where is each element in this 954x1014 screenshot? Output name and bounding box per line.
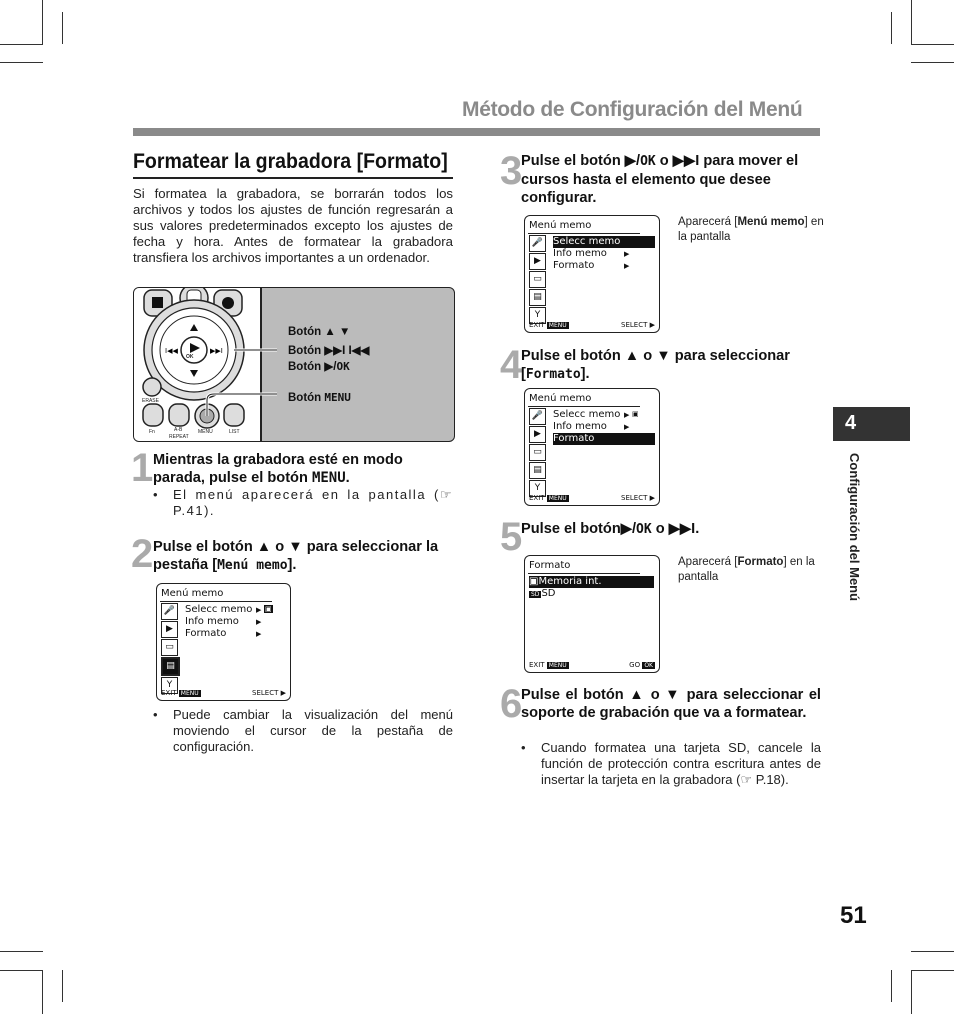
header-rule <box>133 128 820 136</box>
chapter-tab: 4 <box>833 407 910 441</box>
lcd-exit: EXIT MENU <box>161 689 199 697</box>
label-play-ok-button: Botón ▶/OK <box>288 360 350 373</box>
step-5-number: 5 <box>500 515 523 559</box>
section-title: Formatear la grabadora [Formato] <box>133 150 448 173</box>
list-label: LIST <box>229 429 240 435</box>
step-4-number: 4 <box>500 343 523 387</box>
play-tab-icon: ▶ <box>529 253 546 270</box>
section-rule <box>133 177 453 179</box>
lcd-item-selecc-memo-selected: Selecc memo <box>553 236 655 248</box>
lcd-exit: EXIT MENU <box>529 321 567 329</box>
display-tab-icon: ▭ <box>529 444 546 461</box>
chapter-header-title: Método de Configuración del Menú <box>462 98 803 121</box>
play-tab-icon: ▶ <box>161 621 178 638</box>
lcd-menu-screen-step2 <box>156 583 291 701</box>
arrow-icon: ▶ <box>624 250 630 258</box>
step-6-bullet: • Cuando formatea una tarjeta SD, cancele la función de protección contra escritura antes de insertar la tarjeta en la grabadora (☞ P.18). <box>521 740 821 787</box>
step-6-text: Pulse el botón ▲ o ▼ para seleccionar el soporte de grabación que va a formatear. <box>521 687 821 721</box>
lcd-select: SELECT ▶ <box>621 321 655 329</box>
step-5-text: Pulse el botón▶/OK o ▶▶I. <box>521 521 700 537</box>
lcd-item-selecc-memo: Selecc memo <box>185 604 253 615</box>
tool-tab-icon: Y <box>529 307 546 324</box>
recorder-illustration <box>133 287 455 442</box>
label-skip-button: Botón ▶▶I I◀◀ <box>288 345 370 357</box>
lcd-go: GO OK <box>629 661 653 669</box>
ok-label: OK <box>186 354 194 360</box>
tool-tab-icon: Y <box>529 480 546 497</box>
label-menu-button: Botón MENU <box>288 391 351 404</box>
arrow-icon: ▶ <box>624 423 630 431</box>
label-up-down-button: Botón ▲ ▼ <box>288 326 351 338</box>
svg-text:▶▶I: ▶▶I <box>210 347 223 355</box>
memory-icon: ▣ <box>632 410 639 418</box>
display-tab-icon: ▭ <box>161 639 178 656</box>
lcd-item-formato: Formato <box>553 260 595 271</box>
arrow-icon: ▶ <box>256 630 262 638</box>
step-4-text: Pulse el botón ▲ o ▼ para seleccionar [Formato]. <box>521 348 790 382</box>
step-2-number: 2 <box>131 532 154 576</box>
lcd-item-internal-memory-selected: ▣Memoria int. <box>529 576 654 588</box>
mic-tab-icon: 🎤 <box>529 235 546 252</box>
lcd-item-sd: SD SD <box>531 588 556 599</box>
memory-tab-icon: ▤ <box>529 462 546 479</box>
svg-text:I◀◀: I◀◀ <box>165 347 178 355</box>
step-3-caption: Aparecerá [Menú memo] en la pantalla <box>678 216 824 243</box>
memory-tab-icon: ▤ <box>161 657 180 676</box>
lcd-item-selecc-memo: Selecc memo <box>553 409 621 420</box>
arrow-icon: ▶ <box>624 411 630 419</box>
lcd-menu-screen-step3 <box>524 215 660 333</box>
lcd-select: SELECT ▶ <box>252 689 286 697</box>
lcd-item-formato-selected: Formato <box>553 433 655 445</box>
step-1-bullet: • El menú aparecerá en la pantalla (☞ P.41). <box>153 487 453 518</box>
lcd-title: Menú memo <box>529 220 592 231</box>
lcd-exit: EXIT MENU <box>529 661 567 669</box>
lcd-title: Menú memo <box>529 393 592 404</box>
page-number: 51 <box>840 902 867 929</box>
mic-tab-icon: 🎤 <box>161 603 178 620</box>
lcd-exit: EXIT MENU <box>529 494 567 502</box>
tool-tab-icon: Y <box>161 677 178 694</box>
display-tab-icon: ▭ <box>529 271 546 288</box>
lcd-format-screen <box>524 555 660 673</box>
lcd-title: Formato <box>529 560 571 571</box>
step-5-caption: Aparecerá [Formato] en la pantalla <box>678 556 815 583</box>
memory-tab-icon: ▤ <box>529 289 546 306</box>
arrow-icon: ▶ <box>256 606 262 614</box>
lcd-menu-screen-step4 <box>524 388 660 506</box>
step-1-text: Mientras la grabadora esté en modo parada, pulse el botón MENU. <box>153 452 403 486</box>
arrow-icon: ▶ <box>624 262 630 270</box>
step-6-number: 6 <box>500 682 523 726</box>
lcd-item-info-memo: Info memo <box>553 421 607 432</box>
step-3-number: 3 <box>500 149 523 193</box>
memory-icon: ▣ <box>265 605 272 613</box>
chapter-side-label: Configuración del Menú <box>847 453 862 602</box>
play-tab-icon: ▶ <box>529 426 546 443</box>
step-1-number: 1 <box>131 446 154 490</box>
fn-label: Fn <box>149 429 155 435</box>
ab-label: A-B <box>174 427 183 433</box>
lcd-select: SELECT ▶ <box>621 494 655 502</box>
step-2-bullet: • Puede cambiar la visualización del menú moviendo el cursor de la pestaña de configuración. <box>153 707 453 754</box>
intro-paragraph: Si formatea la grabadora, se borrarán todos los archivos y todos los ajustes de función regresarán a sus valores predeterminados excepto los ajustes de fecha y hora. Antes de formatear la grabadora transfiera los archivos importantes a un ordenador. <box>133 186 453 265</box>
step-2-text: Pulse el botón ▲ o ▼ para seleccionar la pestaña [Menú memo]. <box>153 539 439 573</box>
lcd-item-formato: Formato <box>185 628 227 639</box>
lcd-title: Menú memo <box>161 588 224 599</box>
mic-tab-icon: 🎤 <box>529 408 546 425</box>
lcd-item-info-memo: Info memo <box>553 248 607 259</box>
lcd-tab-column <box>161 603 178 695</box>
repeat-label: REPEAT <box>169 434 189 440</box>
lcd-item-info-memo: Info memo <box>185 616 239 627</box>
step-3-text: Pulse el botón ▶/OK o ▶▶I para mover el cursos hasta el elemento que desee configurar. <box>521 153 799 206</box>
erase-label: ERASE <box>142 398 159 404</box>
menu-label: MENU <box>198 429 213 435</box>
arrow-icon: ▶ <box>256 618 262 626</box>
